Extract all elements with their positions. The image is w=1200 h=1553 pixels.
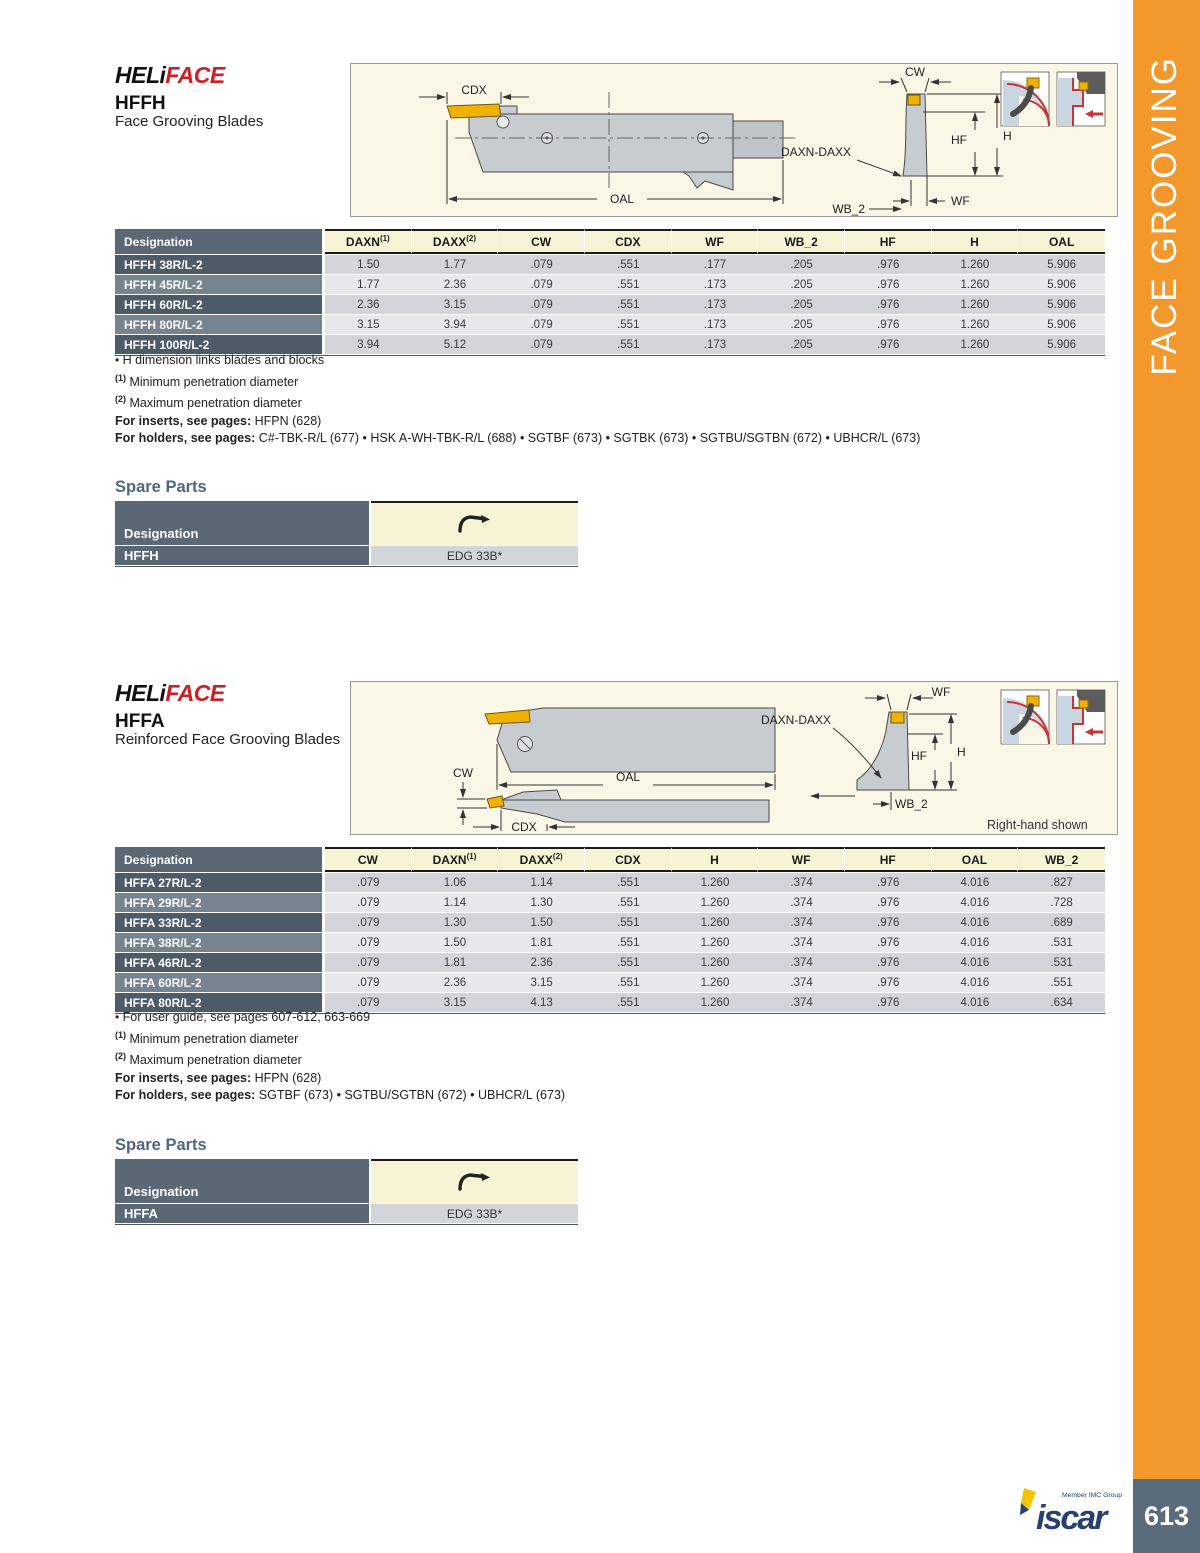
value-cell: .976 — [845, 953, 932, 972]
column-header-designation: Designation — [115, 847, 325, 872]
footnote: $^{(1)}$ Minimum penetration diameter — [115, 1029, 299, 1046]
column-header: WF — [758, 847, 845, 872]
footnote-marker: For inserts, see pages: — [115, 413, 252, 428]
value-cell: 3.15 — [412, 295, 499, 314]
spare-designation-header: Designation — [115, 501, 371, 545]
value-cell: 1.14 — [412, 893, 499, 912]
value-cell: 3.15 — [412, 993, 499, 1012]
value-cell: 1.50 — [412, 933, 499, 952]
value-cell: 1.06 — [412, 873, 499, 892]
dim-label-hf: HF — [911, 749, 927, 763]
footnote-marker: • — [115, 1010, 120, 1024]
value-cell: .728 — [1018, 893, 1105, 912]
value-cell: 4.016 — [932, 873, 1019, 892]
value-cell: .079 — [325, 933, 412, 952]
value-cell: .079 — [325, 993, 412, 1012]
heliface-logo — [115, 680, 225, 707]
column-header: DAXX$^{(2)}$ — [498, 847, 585, 872]
spare-parts-heading: Spare Parts — [115, 478, 207, 496]
designation-cell: HFFA 33R/L-2 — [115, 913, 325, 932]
value-cell: 5.906 — [1018, 315, 1105, 334]
dim-label-wb2: WB_2 — [832, 202, 865, 216]
value-cell: .374 — [758, 913, 845, 932]
value-cell: 5.906 — [1018, 255, 1105, 274]
value-cell: 1.14 — [498, 873, 585, 892]
value-cell: .634 — [1018, 993, 1105, 1012]
spare-row-label: HFFA — [115, 1204, 371, 1223]
spare-tool-header — [371, 1159, 578, 1203]
value-cell: .205 — [758, 335, 845, 354]
dim-label-oal: OAL — [615, 770, 641, 784]
footnote: For inserts, see pages: HFPN (628) — [115, 1070, 322, 1085]
footnote: For inserts, see pages: HFPN (628) — [115, 413, 322, 428]
value-cell: 1.260 — [932, 315, 1019, 334]
value-cell: .531 — [1018, 953, 1105, 972]
value-cell: 1.260 — [672, 933, 759, 952]
value-cell: 3.94 — [325, 335, 412, 354]
logo-face: FACE — [165, 62, 225, 88]
value-cell: 1.260 — [672, 973, 759, 992]
table-row — [115, 973, 1105, 992]
dim-label-daxn-daxx: DAXN-DAXX — [760, 713, 831, 727]
value-cell: 1.260 — [932, 275, 1019, 294]
column-header: HF — [845, 847, 932, 872]
spare-parts-heading: Spare Parts — [115, 1136, 207, 1154]
value-cell: .079 — [498, 255, 585, 274]
value-cell: 1.50 — [498, 913, 585, 932]
value-cell: .827 — [1018, 873, 1105, 892]
designation-cell: HFFH 80R/L-2 — [115, 315, 325, 334]
value-cell: 1.260 — [672, 993, 759, 1012]
value-cell: .079 — [498, 275, 585, 294]
table-row — [115, 933, 1105, 952]
footnote: • For user guide, see pages 607-612, 663-669 — [115, 1010, 371, 1024]
section-code: HFFA — [115, 711, 165, 732]
hex-key-icon — [454, 1169, 496, 1191]
footnote-marker: For inserts, see pages: — [115, 1070, 252, 1085]
blade-front-view — [903, 94, 927, 176]
dim-label-hf: HF — [951, 133, 967, 147]
footnote: $^{(1)}$ Minimum penetration diameter — [115, 372, 299, 389]
footnote-marker: For holders, see pages: — [115, 1088, 256, 1103]
value-cell: .079 — [325, 953, 412, 972]
column-header: H — [672, 847, 759, 872]
spare-row-value: EDG 33B* — [371, 1204, 578, 1223]
value-cell: .976 — [845, 933, 932, 952]
value-cell: .976 — [845, 275, 932, 294]
value-cell: .551 — [585, 315, 672, 334]
column-header: WF — [672, 229, 759, 254]
value-cell: 1.81 — [498, 933, 585, 952]
designation-cell: HFFH 45R/L-2 — [115, 275, 325, 294]
value-cell: .976 — [845, 973, 932, 992]
value-cell: 5.906 — [1018, 335, 1105, 354]
value-cell: .551 — [585, 953, 672, 972]
logo-face: FACE — [165, 680, 225, 706]
value-cell: 3.15 — [325, 315, 412, 334]
column-header: CDX — [585, 229, 672, 254]
value-cell: .551 — [585, 973, 672, 992]
footnote: For holders, see pages: C#-TBK-R/L (677) • HSK A-WH-TBK-R/L (688) • SGTBF (673) • SGTBK (673) • SGTBU/SGTBN (672) • UBHCR/L (673) — [115, 431, 921, 446]
column-header: CW — [325, 847, 412, 872]
hffh-spec-table — [115, 228, 1105, 356]
dim-label-oal: OAL — [609, 192, 635, 206]
blade-top-view — [485, 708, 775, 772]
value-cell: .205 — [758, 255, 845, 274]
dim-label-h: H — [957, 745, 966, 759]
column-header: HF — [845, 229, 932, 254]
column-header: WB_2 — [758, 229, 845, 254]
column-header: OAL — [932, 847, 1019, 872]
blade-side-view — [447, 92, 795, 190]
value-cell: .551 — [585, 275, 672, 294]
value-cell: 5.906 — [1018, 275, 1105, 294]
value-cell: 2.36 — [412, 973, 499, 992]
footnote-marker: (2) — [115, 1051, 126, 1062]
column-header: H — [932, 229, 1019, 254]
value-cell: 1.77 — [325, 275, 412, 294]
table-row — [115, 953, 1105, 972]
footnote-marker: For holders, see pages: — [115, 431, 256, 446]
value-cell: .976 — [845, 913, 932, 932]
value-cell: 5.906 — [1018, 295, 1105, 314]
column-header-designation: Designation — [115, 229, 325, 254]
value-cell: .531 — [1018, 933, 1105, 952]
dim-label-wf: WF — [951, 194, 970, 208]
value-cell: .173 — [672, 335, 759, 354]
value-cell: 1.260 — [672, 913, 759, 932]
footnote-marker: (1) — [115, 372, 126, 383]
designation-cell: HFFA 38R/L-2 — [115, 933, 325, 952]
value-cell: .374 — [758, 973, 845, 992]
value-cell: .079 — [325, 913, 412, 932]
table-row — [115, 255, 1105, 274]
column-header: OAL — [1018, 229, 1105, 254]
value-cell: 2.36 — [412, 275, 499, 294]
dim-label-wf: WF — [931, 685, 951, 699]
value-cell: 4.016 — [932, 973, 1019, 992]
value-cell: 1.81 — [412, 953, 499, 972]
value-cell: .079 — [498, 315, 585, 334]
iscar-wordmark: iscar — [1036, 1499, 1106, 1534]
value-cell: .551 — [585, 993, 672, 1012]
value-cell: 4.016 — [932, 953, 1019, 972]
value-cell: 1.260 — [932, 335, 1019, 354]
value-cell: .551 — [585, 873, 672, 892]
application-pictogram — [1001, 690, 1105, 744]
designation-cell: HFFH 38R/L-2 — [115, 255, 325, 274]
section-code: HFFH — [115, 93, 166, 114]
value-cell: .551 — [585, 893, 672, 912]
table-row — [115, 295, 1105, 314]
value-cell: 1.260 — [932, 255, 1019, 274]
value-cell: 5.12 — [412, 335, 499, 354]
value-cell: .976 — [845, 335, 932, 354]
page-number-box — [1133, 1479, 1200, 1553]
footnote-marker: (1) — [115, 1029, 126, 1040]
value-cell: 4.016 — [932, 893, 1019, 912]
spec-table — [115, 228, 1105, 355]
footnote: $^{(2)}$ Maximum penetration diameter — [115, 1051, 302, 1068]
spare-tool-header — [371, 501, 578, 545]
value-cell: .205 — [758, 295, 845, 314]
value-cell: .551 — [585, 913, 672, 932]
blade-profile-view — [487, 790, 769, 822]
value-cell: 1.260 — [672, 873, 759, 892]
logo-heli: HELi — [115, 62, 166, 88]
value-cell: .205 — [758, 315, 845, 334]
column-header: DAXN$^{(1)}$ — [325, 229, 412, 254]
dim-label-cdx: CDX — [461, 83, 487, 97]
table-row — [115, 893, 1105, 912]
value-cell: 4.13 — [498, 993, 585, 1012]
dim-label-cw: CW — [453, 766, 473, 780]
spare-parts-table — [115, 500, 578, 567]
value-cell: .173 — [672, 275, 759, 294]
chapter-title: FACE GROOVING — [1145, 56, 1184, 376]
application-pictogram — [1001, 72, 1105, 126]
value-cell: .374 — [758, 873, 845, 892]
value-cell: .976 — [845, 893, 932, 912]
value-cell: .976 — [845, 993, 932, 1012]
dim-label-cw: CW — [905, 65, 925, 79]
designation-cell: HFFA 46R/L-2 — [115, 953, 325, 972]
value-cell: .976 — [845, 295, 932, 314]
value-cell: .551 — [1018, 973, 1105, 992]
footnote: $^{(2)}$ Maximum penetration diameter — [115, 394, 302, 411]
section-subtitle: Reinforced Face Grooving Blades — [115, 731, 341, 748]
value-cell: 4.016 — [932, 933, 1019, 952]
value-cell: .976 — [845, 255, 932, 274]
value-cell: 2.36 — [325, 295, 412, 314]
value-cell: .079 — [325, 973, 412, 992]
value-cell: .976 — [845, 315, 932, 334]
value-cell: .374 — [758, 953, 845, 972]
value-cell: 3.15 — [498, 973, 585, 992]
value-cell: .689 — [1018, 913, 1105, 932]
value-cell: 3.94 — [412, 315, 499, 334]
value-cell: 1.260 — [932, 295, 1019, 314]
value-cell: 1.50 — [325, 255, 412, 274]
value-cell: .551 — [585, 255, 672, 274]
designation-cell: HFFH 100R/L-2 — [115, 335, 325, 354]
iscar-logo — [1012, 1488, 1124, 1534]
footnote-marker: • — [115, 353, 120, 367]
value-cell: .551 — [585, 933, 672, 952]
designation-cell: HFFH 60R/L-2 — [115, 295, 325, 314]
table-row — [115, 873, 1105, 892]
member-imc-text: Member IMC Group — [1061, 1492, 1122, 1499]
heliface-logo — [115, 62, 225, 89]
value-cell: .079 — [498, 295, 585, 314]
value-cell: .551 — [585, 335, 672, 354]
dim-label-cdx: CDX — [511, 820, 537, 834]
column-header: DAXN$^{(1)}$ — [412, 847, 499, 872]
designation-cell: HFFA 29R/L-2 — [115, 893, 325, 912]
section-subtitle: Face Grooving Blades — [115, 113, 264, 130]
table-row — [115, 913, 1105, 932]
column-header: WB_2 — [1018, 847, 1105, 872]
designation-cell: HFFA 60R/L-2 — [115, 973, 325, 992]
column-header: CDX — [585, 847, 672, 872]
value-cell: .374 — [758, 993, 845, 1012]
column-header: CW — [498, 229, 585, 254]
spare-parts-table — [115, 1158, 578, 1225]
footnote: • H dimension links blades and blocks — [115, 353, 325, 367]
value-cell: .205 — [758, 275, 845, 294]
hffh-technical-drawing — [350, 63, 1118, 217]
hffa-spec-table — [115, 846, 1105, 1014]
page-number: 613 — [1143, 1500, 1190, 1531]
dim-label-daxn-daxx: DAXN-DAXX — [780, 145, 851, 159]
value-cell: .173 — [672, 315, 759, 334]
value-cell: .173 — [672, 295, 759, 314]
value-cell: .551 — [585, 295, 672, 314]
footnote: For holders, see pages: SGTBF (673) • SGTBU/SGTBN (672) • UBHCR/L (673) — [115, 1088, 566, 1103]
value-cell: .079 — [498, 335, 585, 354]
value-cell: 4.016 — [932, 913, 1019, 932]
value-cell: 1.260 — [672, 953, 759, 972]
blade-front-view — [857, 712, 909, 790]
value-cell: .079 — [325, 873, 412, 892]
hand-note: Right-hand shown — [987, 818, 1088, 832]
spare-designation-header: Designation — [115, 1159, 371, 1203]
dim-label-wb2: WB_2 — [895, 797, 928, 811]
value-cell: .079 — [325, 893, 412, 912]
spare-row-value: EDG 33B* — [371, 546, 578, 565]
value-cell: 1.260 — [672, 893, 759, 912]
hffa-footnotes — [115, 1009, 1015, 1105]
chapter-side-tab — [1133, 0, 1200, 1479]
spare-row-label: HFFH — [115, 546, 371, 565]
hex-key-icon — [454, 511, 496, 533]
value-cell: 1.30 — [498, 893, 585, 912]
value-cell: .374 — [758, 893, 845, 912]
logo-heli: HELi — [115, 680, 166, 706]
table-row — [115, 315, 1105, 334]
value-cell: 1.30 — [412, 913, 499, 932]
value-cell: 1.77 — [412, 255, 499, 274]
value-cell: .976 — [845, 873, 932, 892]
hffa-technical-drawing — [350, 681, 1118, 835]
dim-label-h: H — [1003, 129, 1012, 143]
column-header: DAXX$^{(2)}$ — [412, 229, 499, 254]
designation-cell: HFFA 27R/L-2 — [115, 873, 325, 892]
table-row — [115, 275, 1105, 294]
value-cell: 2.36 — [498, 953, 585, 972]
value-cell: .374 — [758, 933, 845, 952]
footnote-marker: (2) — [115, 394, 126, 405]
hffh-footnotes — [115, 352, 1015, 448]
value-cell: 4.016 — [932, 993, 1019, 1012]
spec-table — [115, 846, 1105, 1013]
value-cell: .177 — [672, 255, 759, 274]
designation-cell: HFFA 80R/L-2 — [115, 993, 325, 1012]
